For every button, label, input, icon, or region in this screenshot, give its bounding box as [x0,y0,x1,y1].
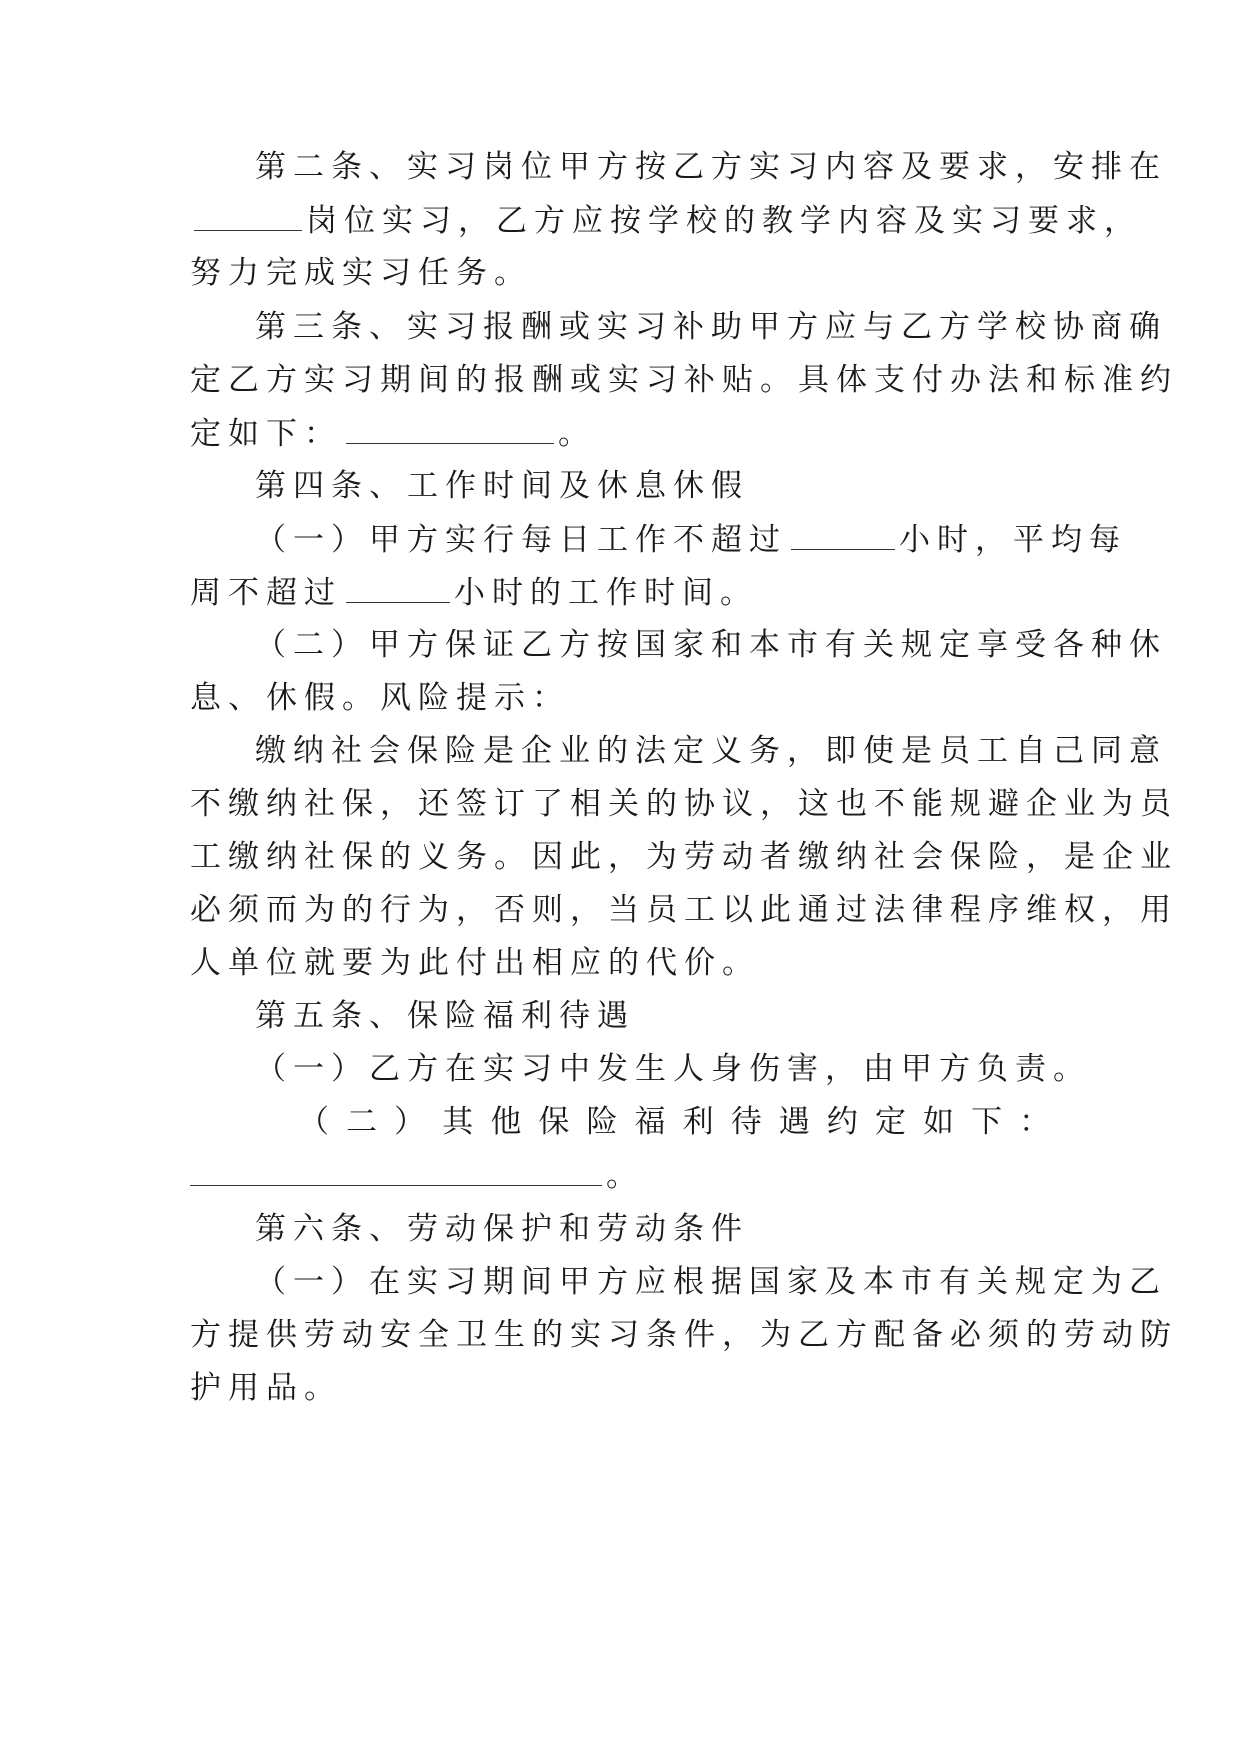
article-4-clause-2-line-1: （二）甲方保证乙方按国家和本市有关规定享受各种休 [255,627,1167,663]
article-3-line-1: 第三条、实习报酬或实习补助甲方应与乙方学校协商确 [255,309,1167,345]
risk-note-line-2: 不缴纳社保，还签订了相关的协议，这也不能规避企业为员 [190,786,1178,822]
risk-note-line-3: 工缴纳社保的义务。因此，为劳动者缴纳社会保险，是企业 [190,839,1178,875]
weekly-hours-blank[interactable] [346,572,450,603]
article-5-clause-1: （一）乙方在实习中发生人身伤害，由甲方负责。 [255,1051,1091,1087]
other-benefits-blank[interactable] [190,1155,602,1186]
risk-note-line-1: 缴纳社会保险是企业的法定义务，即使是员工自己同意 [255,733,1167,769]
article-4-clause-1-line-1: （一）甲方实行每日工作不超过 小时，平均每 [255,519,1050,560]
risk-note-line-4: 必须而为的行为，否则，当员工以此通过法律程序维权，用 [190,892,1178,928]
daily-hours-blank[interactable] [791,519,895,550]
article-2-line-3: 努力完成实习任务。 [190,255,532,291]
article-3-line-2: 定乙方实习期间的报酬或实习补贴。具体支付办法和标准约 [190,362,1178,398]
article-6-clause-1-line-1: （一）在实习期间甲方应根据国家及本市有关规定为乙 [255,1264,1167,1300]
article-6-clause-1-line-2: 方提供劳动安全卫生的实习条件，为乙方配备必须的劳动防 [190,1317,1178,1353]
article-5-clause-2-line-1: （ 二 ） 其 他 保 险 福 利 待 遇 约 定 如 下 ： [298,1104,1051,1140]
article-6-heading: 第六条、劳动保护和劳动条件 [255,1211,749,1247]
payment-terms-blank[interactable] [346,413,554,444]
article-2-line-1: 第二条、实习岗位甲方按乙方实习内容及要求，安排在 [255,149,1167,185]
position-blank[interactable] [194,200,302,231]
article-4-clause-2-line-2: 息、休假。风险提示： [190,680,570,716]
article-3-line-3: 定如下： 。 [190,413,1050,454]
article-4-heading: 第四条、工作时间及休息休假 [255,468,749,504]
article-2-line-2: 岗位实习，乙方应按学校的教学内容及实习要求， [190,200,1050,241]
article-6-clause-1-line-3: 护用品。 [190,1370,342,1406]
article-5-heading: 第五条、保险福利待遇 [255,998,635,1034]
article-5-clause-2-line-2: 。 [190,1155,1050,1196]
article-4-clause-1-line-2: 周不超过 小时的工作时间。 [190,572,1050,613]
risk-note-line-5: 人单位就要为此付出相应的代价。 [190,945,760,981]
